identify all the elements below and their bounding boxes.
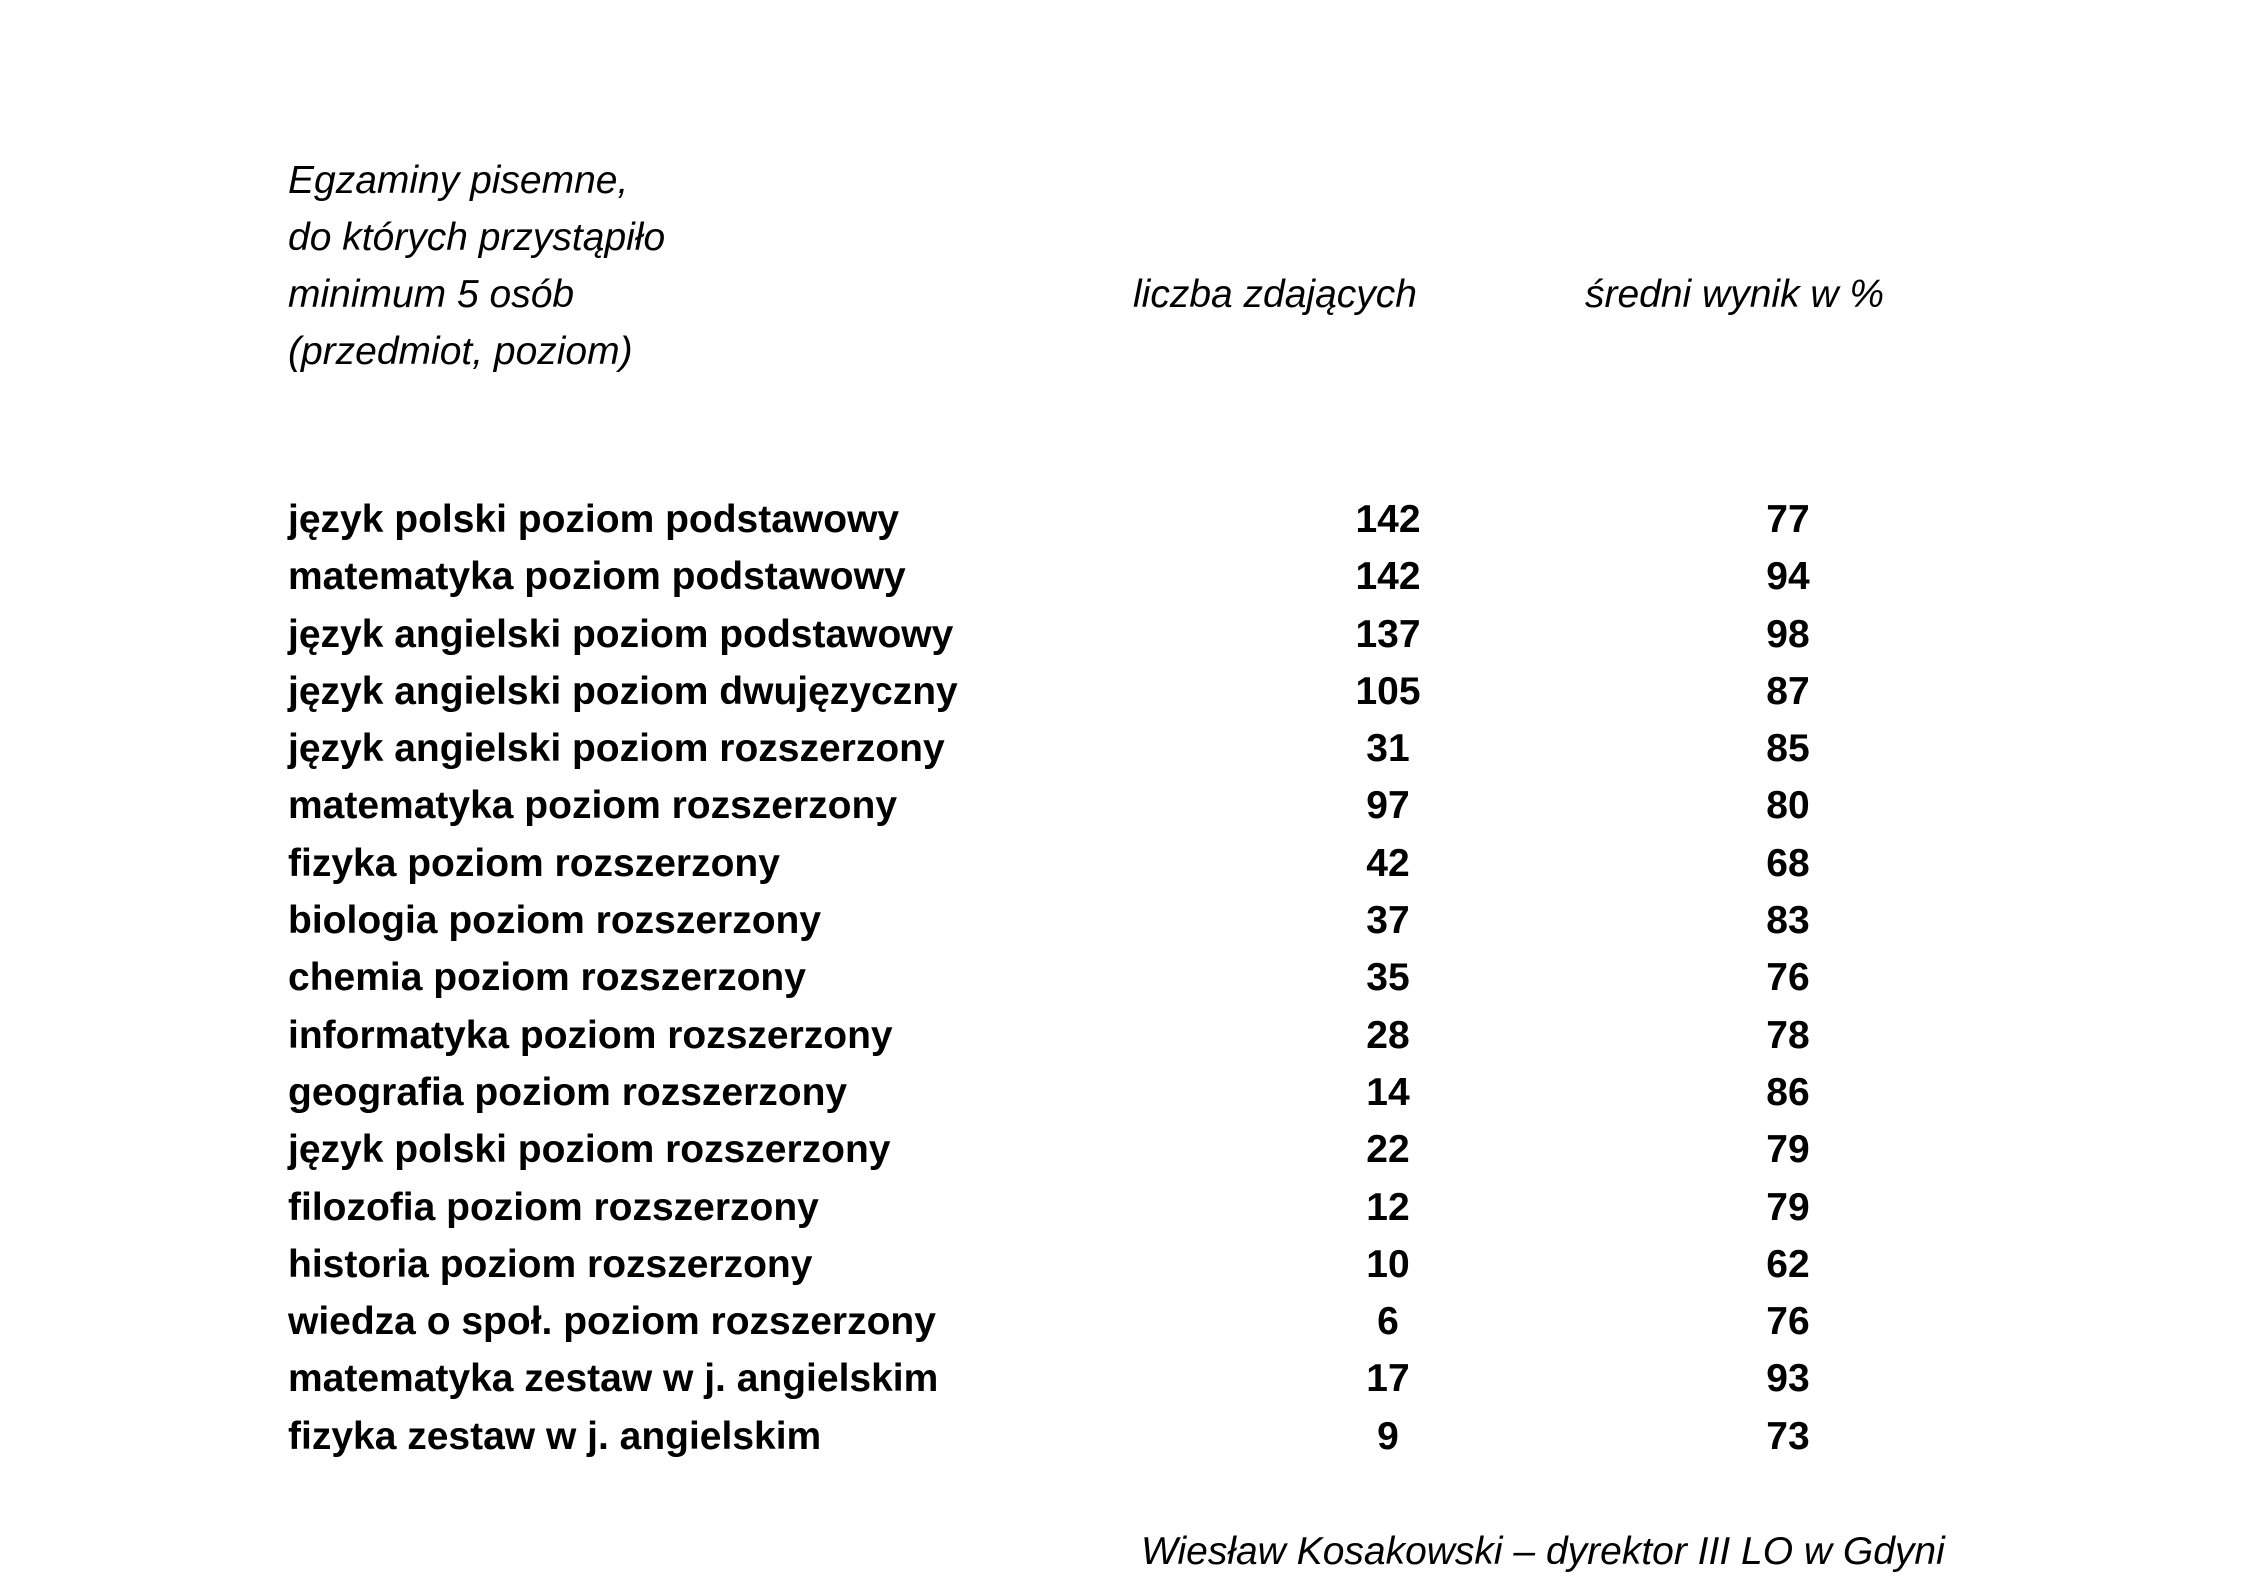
subject-cell: język angielski poziom podstawowy bbox=[288, 612, 954, 656]
subject-cell: język polski poziom podstawowy bbox=[288, 498, 900, 541]
table-row bbox=[0, 491, 2245, 548]
average-cell: 98 bbox=[1766, 612, 1810, 656]
count-cell: 22 bbox=[1366, 1128, 1410, 1172]
count-cell: 17 bbox=[1366, 1357, 1410, 1401]
count-cell: 6 bbox=[1377, 1300, 1399, 1344]
table-row bbox=[0, 777, 2245, 834]
subject-column-header-line: minimum 5 osób bbox=[288, 273, 575, 316]
average-cell: 85 bbox=[1766, 727, 1810, 771]
table-row bbox=[0, 548, 2245, 605]
count-cell: 37 bbox=[1366, 899, 1410, 943]
count-cell: 42 bbox=[1366, 841, 1410, 885]
average-cell: 83 bbox=[1766, 899, 1810, 943]
results-table-body bbox=[0, 491, 2245, 1465]
subject-cell: wiedza o społ. poziom rozszerzony bbox=[288, 1300, 936, 1344]
average-cell: 80 bbox=[1766, 784, 1810, 828]
count-cell: 14 bbox=[1366, 1070, 1410, 1114]
table-row bbox=[0, 1007, 2245, 1064]
average-cell: 78 bbox=[1766, 1013, 1810, 1057]
table-row bbox=[0, 1064, 2245, 1121]
subject-cell: geografia poziom rozszerzony bbox=[288, 1070, 848, 1114]
average-cell: 73 bbox=[1766, 1414, 1810, 1458]
average-cell: 94 bbox=[1766, 555, 1810, 599]
average-cell: 76 bbox=[1766, 956, 1810, 1000]
average-cell: 86 bbox=[1766, 1070, 1810, 1114]
subject-cell: historia poziom rozszerzony bbox=[288, 1242, 813, 1286]
subject-cell: język polski poziom rozszerzony bbox=[288, 1128, 891, 1172]
table-row bbox=[0, 720, 2245, 777]
count-cell: 10 bbox=[1366, 1242, 1410, 1286]
average-cell: 77 bbox=[1766, 498, 1810, 541]
count-cell: 97 bbox=[1366, 784, 1410, 828]
signature: Wiesław Kosakowski – dyrektor III LO w Gdyni bbox=[1141, 1530, 1945, 1573]
subject-cell: biologia poziom rozszerzony bbox=[288, 899, 822, 943]
count-cell: 142 bbox=[1355, 555, 1421, 599]
subject-cell: matematyka zestaw w j. angielskim bbox=[288, 1357, 939, 1401]
count-cell: 31 bbox=[1366, 727, 1410, 771]
table-row bbox=[0, 1179, 2245, 1236]
table-row bbox=[0, 892, 2245, 949]
table-row bbox=[0, 1408, 2245, 1465]
count-cell: 9 bbox=[1377, 1414, 1399, 1458]
average-cell: 62 bbox=[1766, 1242, 1810, 1286]
count-cell: 137 bbox=[1355, 612, 1421, 656]
subject-cell: język angielski poziom rozszerzony bbox=[288, 727, 945, 771]
subject-cell: matematyka poziom podstawowy bbox=[288, 555, 906, 599]
table-row bbox=[0, 663, 2245, 720]
average-cell: 76 bbox=[1766, 1300, 1810, 1344]
average-cell: 93 bbox=[1766, 1357, 1810, 1401]
count-cell: 35 bbox=[1366, 956, 1410, 1000]
average-cell: 68 bbox=[1766, 841, 1810, 885]
subject-cell: matematyka poziom rozszerzony bbox=[288, 784, 898, 828]
average-column-header: średni wynik w % bbox=[1585, 273, 1885, 316]
subject-column-header-line: (przedmiot, poziom) bbox=[288, 330, 633, 373]
count-cell: 142 bbox=[1355, 498, 1421, 541]
table-row bbox=[0, 835, 2245, 892]
table-row bbox=[0, 606, 2245, 663]
average-cell: 79 bbox=[1766, 1128, 1810, 1172]
subject-cell: informatyka poziom rozszerzony bbox=[288, 1013, 893, 1057]
count-column-header: liczba zdających bbox=[1133, 273, 1417, 316]
count-cell: 28 bbox=[1366, 1013, 1410, 1057]
table-row bbox=[0, 949, 2245, 1006]
subject-column-header-line: Egzaminy pisemne, bbox=[288, 159, 629, 202]
subject-cell: fizyka poziom rozszerzony bbox=[288, 841, 780, 885]
average-cell: 87 bbox=[1766, 669, 1810, 713]
subject-column-header-line: do których przystąpiło bbox=[288, 216, 666, 259]
average-cell: 79 bbox=[1766, 1185, 1810, 1229]
subject-cell: fizyka zestaw w j. angielskim bbox=[288, 1414, 822, 1458]
count-cell: 105 bbox=[1355, 669, 1421, 713]
table-row bbox=[0, 1293, 2245, 1350]
subject-cell: chemia poziom rozszerzony bbox=[288, 956, 806, 1000]
subject-cell: język angielski poziom dwujęzyczny bbox=[288, 669, 958, 713]
table-row bbox=[0, 1350, 2245, 1407]
table-row bbox=[0, 1236, 2245, 1293]
count-cell: 12 bbox=[1366, 1185, 1410, 1229]
subject-cell: filozofia poziom rozszerzony bbox=[288, 1185, 819, 1229]
table-row bbox=[0, 1121, 2245, 1178]
